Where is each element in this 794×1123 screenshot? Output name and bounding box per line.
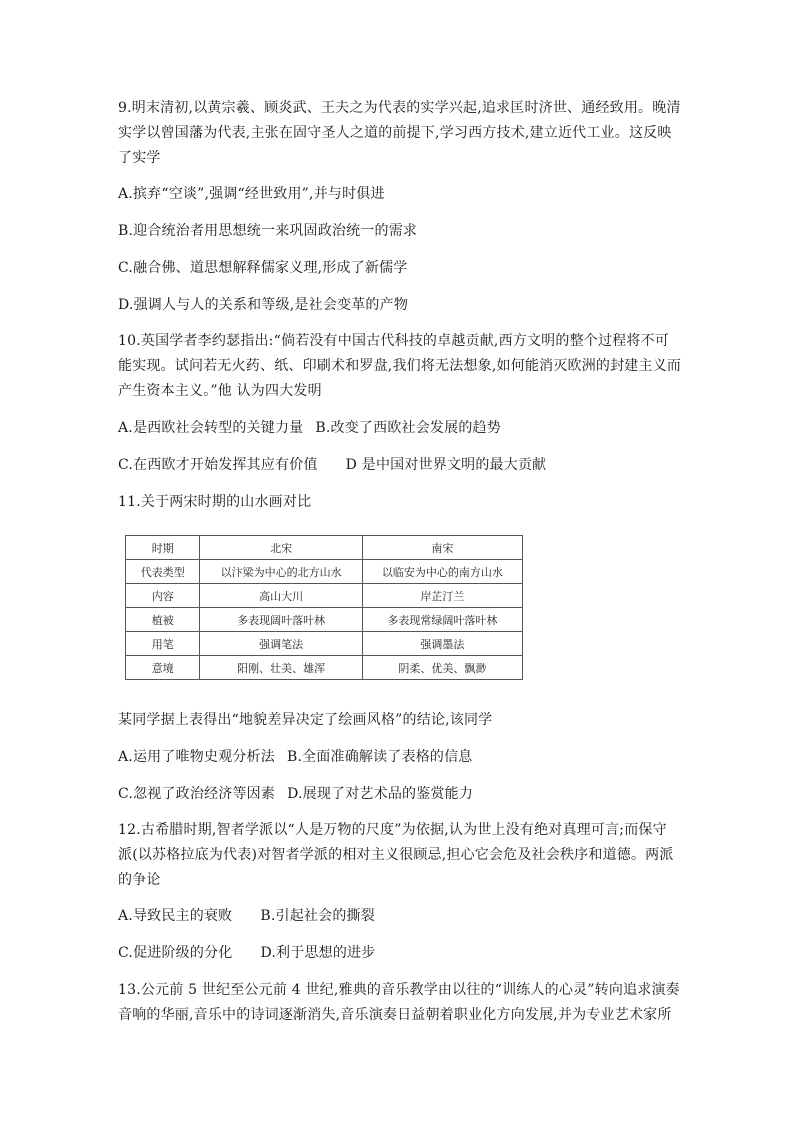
table-cell: 多表现常绿阔叶落叶林 — [362, 608, 522, 632]
table-cell: 以汴梁为中心的北方山水 — [200, 560, 362, 584]
q9-option-b: B.迎合统治者用思想统一来巩固政治统一的需求 — [118, 223, 418, 239]
q12-stem-line-2: 派(以苏格拉底为代表)对智者学派的相对主义很顾忌,担心它会危及社会秩序和道德。两派 — [118, 847, 674, 863]
q10-stem-line-1: 10.英国学者李约瑟指出:“倘若没有中国古代科技的卓越贡献,西方文明的整个过程将不可 — [118, 333, 669, 349]
q11-question: 某同学据上表得出“地貌差异决定了绘画风格”的结论,该同学 — [118, 712, 493, 728]
q11-options-row-1 — [118, 747, 473, 767]
table-cell: 内容 — [126, 584, 200, 608]
q10-option-a: A.是西欧社会转型的关键力量 — [118, 420, 304, 436]
q12-option-b: B.引起社会的撕裂 — [260, 908, 375, 924]
q12-stem-line-1: 12.古希腊时期,智者学派以“人是万物的尺度”为依据,认为世上没有绝对真理可言;而保守 — [118, 822, 667, 838]
table-cell: 多表现阔叶落叶林 — [200, 608, 362, 632]
table-row — [126, 656, 523, 680]
q10-stem-line-2: 能实现。试问若无火药、纸、印刷术和罗盘,我们将无法想象,如何能消灭欧洲的封建主义而 — [118, 358, 682, 374]
q12-options-row-1 — [118, 906, 375, 926]
table-header-cell: 时期 — [126, 536, 200, 560]
q11-option-b: B.全面准确解读了表格的信息 — [286, 749, 473, 765]
table-cell: 用笔 — [126, 632, 200, 656]
table-cell: 以临安为中心的南方山水 — [362, 560, 522, 584]
table-header-row — [126, 536, 523, 560]
table-header-cell: 南宋 — [362, 536, 522, 560]
q10-options-row-1 — [118, 418, 501, 438]
table-cell: 意境 — [126, 656, 200, 680]
q11-stem: 11.关于两宋时期的山水画对比 — [118, 494, 312, 510]
q9-stem-line-3: 了实学 — [118, 150, 161, 166]
table-cell: 阴柔、优美、飘渺 — [362, 656, 522, 680]
table-cell: 强调笔法 — [200, 632, 362, 656]
table-row — [126, 584, 523, 608]
q9-stem-line-2: 实学以曾国藩为代表,主张在固守圣人之道的前提下,学习西方技术,建立近代工业。这反映 — [118, 125, 672, 141]
table-row — [126, 560, 523, 584]
table-cell: 高山大川 — [200, 584, 362, 608]
table-header-cell: 北宋 — [200, 536, 362, 560]
table-cell: 强调墨法 — [362, 632, 522, 656]
q12-stem-line-3: 的争论 — [118, 872, 161, 888]
q11-option-a: A.运用了唯物史观分析法 — [118, 749, 275, 765]
q10-options-row-2 — [118, 455, 546, 475]
q10-option-c: C.在西欧才开始发挥其应有价值 — [118, 457, 318, 473]
q9-option-a: A.摈弃“空谈”,强调“经世致用”,并与时俱进 — [118, 186, 385, 202]
q11-options-row-2 — [118, 784, 473, 804]
table-cell: 阳刚、壮美、雄浑 — [200, 656, 362, 680]
q12-options-row-2 — [118, 943, 375, 963]
q12-option-c: C.促进阶级的分化 — [118, 945, 233, 961]
table-row — [126, 608, 523, 632]
q9-option-c: C.融合佛、道思想解释儒家义理,形成了新儒学 — [118, 260, 408, 276]
q12-option-a: A.导致民主的衰败 — [118, 908, 233, 924]
table-row — [126, 632, 523, 656]
table-cell: 岸芷汀兰 — [362, 584, 522, 608]
song-landscape-comparison-table — [125, 535, 523, 680]
q12-option-d: D.利于思想的进步 — [260, 945, 376, 961]
q11-option-c: C.忽视了政治经济等因素 — [118, 786, 276, 802]
q13-stem-line-2: 音响的华丽,音乐中的诗词逐渐消失,音乐演奏日益朝着职业化方向发展,并为专业艺术家所 — [118, 1007, 672, 1023]
q9-option-d: D.强调人与人的关系和等级,是社会变革的产物 — [118, 297, 409, 313]
q13-stem-line-1: 13.公元前 5 世纪至公元前 4 世纪,雅典的音乐教学由以往的“训练人的心灵”转向追求演奏 — [118, 982, 680, 998]
q11-option-d: D.展现了对艺术品的鉴赏能力 — [287, 786, 474, 802]
table-cell: 植被 — [126, 608, 200, 632]
q10-option-b: B.改变了西欧社会发展的趋势 — [315, 420, 501, 436]
table-cell: 代表类型 — [126, 560, 200, 584]
q9-stem-line-1: 9.明末清初,以黄宗羲、顾炎武、王夫之为代表的实学兴起,追求匡时济世、通经致用。晚清 — [118, 100, 681, 116]
q10-option-d: D 是中国对世界文明的最大贡献 — [345, 457, 547, 473]
q10-stem-line-3: 产生资本主义。”他 认为四大发明 — [118, 383, 322, 399]
